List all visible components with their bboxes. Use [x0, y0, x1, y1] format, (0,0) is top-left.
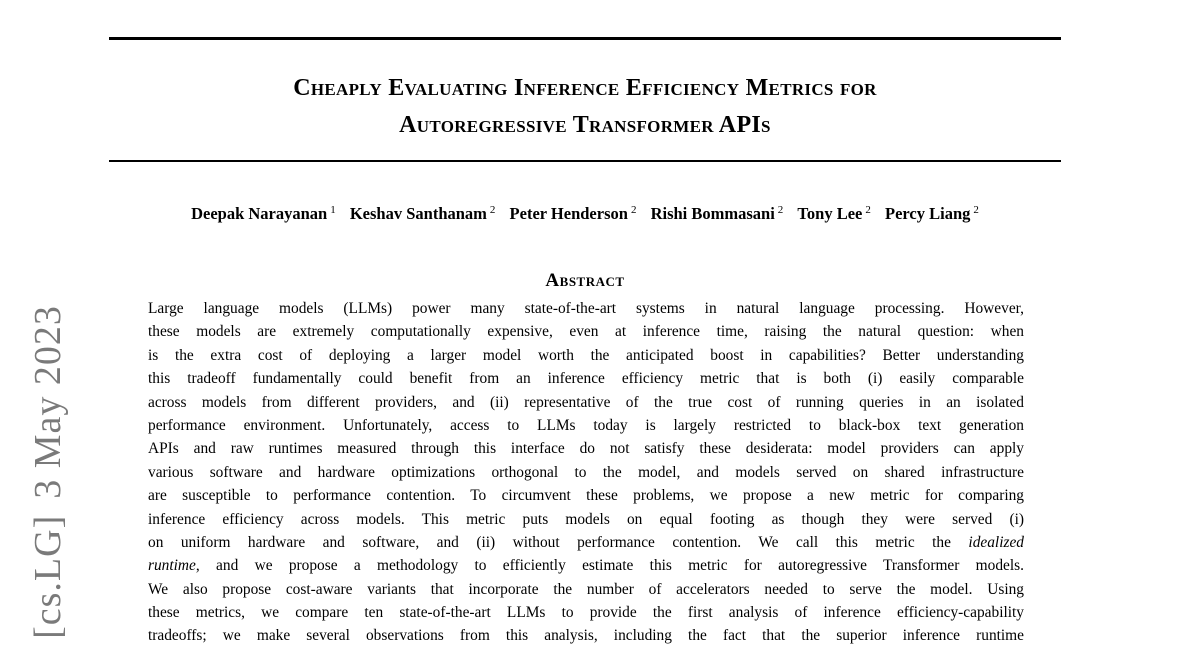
author — [350, 204, 496, 223]
author — [885, 204, 979, 223]
title-line-2: Autoregressive Transformer APIs — [399, 112, 771, 138]
author — [510, 204, 637, 223]
italic-term: idealized — [968, 533, 1024, 551]
abstract-body — [148, 297, 1024, 648]
abstract-line: across models from different providers, and (ii) representative of the true cost of running queries in an isolated — [148, 393, 1024, 411]
author-affiliation: 2 — [973, 204, 979, 216]
paper-title — [109, 70, 1061, 144]
arxiv-category: [cs.LG] — [27, 514, 69, 639]
abstract-line: APIs and raw runtimes measured through this interface do not satisfy these desiderata: model providers can apply — [148, 440, 1024, 458]
title-bottom-rule — [109, 160, 1061, 162]
author-name: Tony Lee — [797, 204, 863, 223]
abstract-text: on uniform hardware and software, and (ii) without performance contention. We call this metric the — [148, 533, 951, 551]
abstract-line: various software and hardware optimizations orthogonal to the model, and models served on shared infrastructure — [148, 463, 1024, 481]
top-rule — [109, 37, 1061, 40]
author-list — [0, 204, 1170, 224]
author — [651, 204, 784, 223]
abstract-line: this tradeoff fundamentally could benefit from an inference efficiency metric that is both (i) easily comparable — [148, 370, 1024, 388]
abstract-line: these models are extremely computationally expensive, even at inference time, raising the natural question: when — [148, 323, 1024, 341]
author-name: Deepak Narayanan — [191, 204, 328, 223]
abstract-line: these metrics, we compare ten state-of-the-art LLMs to provide the first analysis of inference efficiency-capability — [148, 604, 1024, 622]
abstract-line: performance environment. Unfortunately, access to LLMs today is largely restricted to black-box text generation — [148, 416, 1024, 434]
abstract-line: are susceptible to performance contention. To circumvent these problems, we propose a new metric for comparing — [148, 487, 1024, 505]
author-affiliation: 2 — [777, 204, 784, 216]
author-name: Rishi Bommasani — [650, 204, 775, 223]
abstract-line — [148, 554, 1024, 577]
abstract-text: , and we propose a methodology to efficiently estimate this metric for autoregressive Transformer models. — [195, 557, 1024, 575]
arxiv-side-stamp — [26, 305, 70, 639]
abstract-heading: Abstract — [545, 270, 625, 291]
arxiv-date: 3 May 2023 — [27, 305, 69, 499]
italic-term: runtime — [148, 557, 196, 575]
abstract-line: We also propose cost-aware variants that incorporate the number of accelerators needed to serve the model. Using — [148, 580, 1024, 598]
author-affiliation: 1 — [330, 204, 336, 216]
author-affiliation: 2 — [630, 204, 637, 216]
author — [797, 204, 870, 223]
author — [191, 204, 336, 223]
abstract-line — [148, 531, 1024, 554]
author-name: Peter Henderson — [509, 204, 628, 223]
author-name: Percy Liang — [885, 204, 971, 223]
abstract-line: tradeoffs; we make several observations from this analysis, including the fact that the superior inference runtime — [148, 627, 1024, 645]
abstract-line: is the extra cost of deploying a larger model worth the anticipated boost in capabilities? Better understanding — [148, 346, 1024, 364]
abstract-line: inference efficiency across models. This metric puts models on equal footing as though they were served (i) — [148, 510, 1024, 528]
author-affiliation: 2 — [865, 204, 871, 216]
author-name: Keshav Santhanam — [349, 204, 487, 223]
title-line-1: Cheaply Evaluating Inference Efficiency Metrics for — [293, 75, 877, 101]
author-affiliation: 2 — [489, 204, 496, 216]
abstract-line: Large language models (LLMs) power many state-of-the-art systems in natural language processing. However, — [148, 300, 1024, 317]
